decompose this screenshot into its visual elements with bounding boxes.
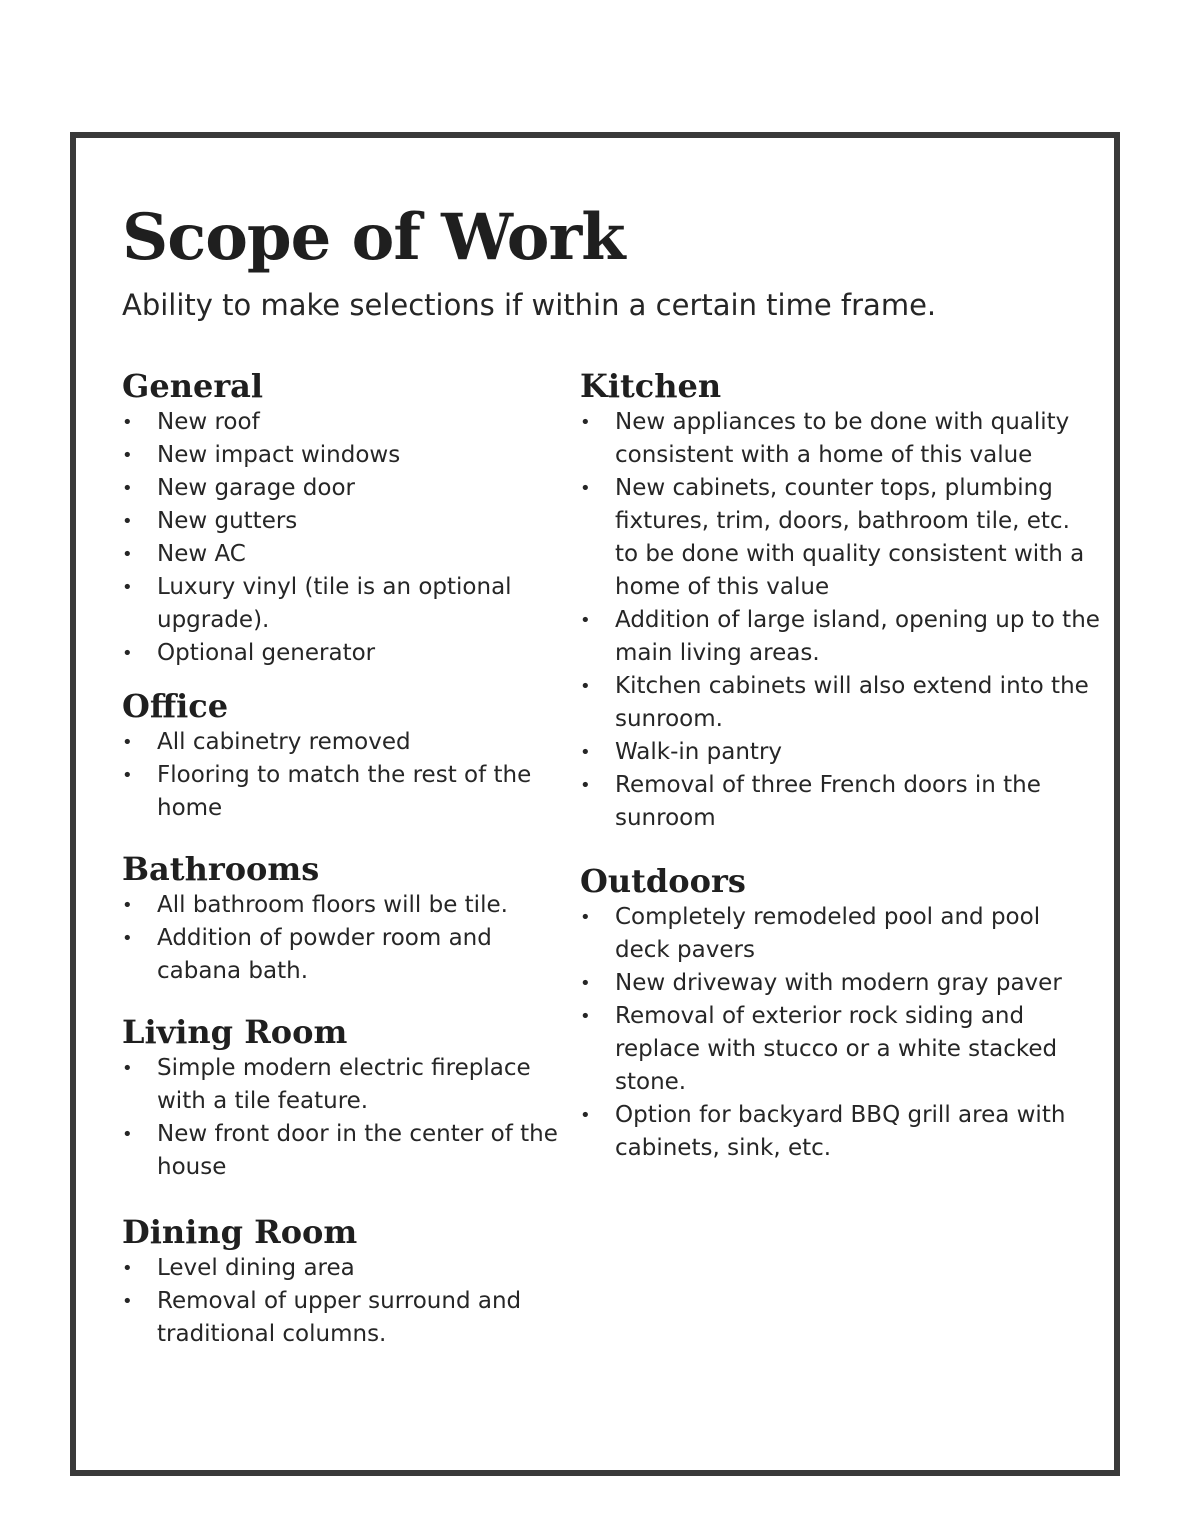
- item-text: New appliances to be done with quality consistent with a home of this value: [615, 409, 1070, 468]
- bullet-icon: •: [122, 544, 133, 565]
- list-item: [122, 637, 562, 670]
- bullet-icon: •: [122, 478, 133, 499]
- bullet-icon: •: [580, 973, 591, 994]
- item-text: New roof: [157, 409, 260, 435]
- list-item: [580, 670, 1100, 736]
- bullet-icon: •: [122, 1258, 133, 1279]
- list-item: [122, 889, 562, 922]
- item-text: Optional generator: [157, 640, 376, 666]
- bullet-icon: •: [122, 445, 133, 466]
- item-text: New front door in the center of the house: [157, 1121, 558, 1180]
- item-text: All bathroom floors will be tile.: [157, 892, 508, 918]
- bullet-icon: •: [122, 895, 133, 916]
- bullet-icon: •: [580, 478, 591, 499]
- section-heading: Living Room: [122, 1013, 348, 1051]
- bullet-icon: •: [122, 765, 133, 786]
- item-list: [580, 901, 1100, 1165]
- item-list: [122, 1052, 562, 1184]
- item-text: New impact windows: [157, 442, 401, 468]
- item-text: Addition of large island, opening up to the main living areas.: [615, 607, 1100, 666]
- item-text: All cabinetry removed: [157, 729, 411, 755]
- section-heading: Dining Room: [122, 1213, 358, 1251]
- list-item: [580, 604, 1100, 670]
- bullet-icon: •: [580, 412, 591, 433]
- item-list: [122, 889, 562, 988]
- item-text: New driveway with modern gray paver: [615, 970, 1062, 996]
- item-text: New cabinets, counter tops, plumbing fixtures, trim, doors, bathroom tile, etc. to be done with quality consistent with a home of this value: [615, 475, 1085, 600]
- bullet-icon: •: [580, 1105, 591, 1126]
- left-column: [122, 366, 562, 1365]
- bullet-icon: •: [580, 907, 591, 928]
- list-item: [580, 406, 1100, 472]
- section-general: [122, 366, 562, 670]
- list-item: [122, 538, 562, 571]
- list-item: [580, 901, 1100, 967]
- item-text: Flooring to match the rest of the home: [157, 762, 532, 821]
- section-office: [122, 686, 562, 825]
- list-item: [122, 726, 562, 759]
- list-item: [122, 439, 562, 472]
- list-item: [122, 1052, 562, 1118]
- bullet-icon: •: [122, 928, 133, 949]
- section-living-room: [122, 1012, 562, 1184]
- list-item: [122, 1252, 562, 1285]
- item-list: [122, 726, 562, 825]
- section-heading: Office: [122, 687, 229, 725]
- section-kitchen: [580, 366, 1100, 835]
- right-column: [580, 366, 1100, 1179]
- section-heading: Bathrooms: [122, 850, 320, 888]
- bullet-icon: •: [122, 732, 133, 753]
- section-dining-room: [122, 1212, 562, 1351]
- item-list: [122, 1252, 562, 1351]
- section-heading: Kitchen: [580, 367, 722, 405]
- list-item: [122, 1118, 562, 1184]
- bullet-icon: •: [122, 643, 133, 664]
- section-outdoors: [580, 861, 1100, 1165]
- list-item: [580, 1099, 1100, 1165]
- bullet-icon: •: [580, 676, 591, 697]
- list-item: [122, 922, 562, 988]
- list-item: [122, 759, 562, 825]
- item-text: Level dining area: [157, 1255, 355, 1281]
- bullet-icon: •: [122, 1058, 133, 1079]
- list-item: [122, 505, 562, 538]
- item-list: [580, 406, 1100, 835]
- item-text: New gutters: [157, 508, 298, 534]
- list-item: [580, 736, 1100, 769]
- list-item: [122, 571, 562, 637]
- item-text: New AC: [157, 541, 246, 567]
- list-item: [122, 472, 562, 505]
- item-text: Simple modern electric fireplace with a tile feature.: [157, 1055, 531, 1114]
- list-item: [580, 1000, 1100, 1099]
- list-item: [580, 769, 1100, 835]
- item-text: Completely remodeled pool and pool deck pavers: [615, 904, 1041, 963]
- item-text: Luxury vinyl (tile is an optional upgrade).: [157, 574, 512, 633]
- list-item: [122, 1285, 562, 1351]
- list-item: [580, 472, 1100, 604]
- list-item: [580, 967, 1100, 1000]
- section-bathrooms: [122, 849, 562, 988]
- bullet-icon: •: [122, 1124, 133, 1145]
- item-text: Option for backyard BBQ grill area with cabinets, sink, etc.: [615, 1102, 1066, 1161]
- bullet-icon: •: [580, 775, 591, 796]
- item-text: Kitchen cabinets will also extend into the sunroom.: [615, 673, 1089, 732]
- bullet-icon: •: [122, 412, 133, 433]
- item-text: Addition of powder room and cabana bath.: [157, 925, 492, 984]
- item-text: Removal of upper surround and traditional columns.: [157, 1288, 522, 1347]
- item-text: Walk-in pantry: [615, 739, 783, 765]
- item-text: Removal of exterior rock siding and replace with stucco or a white stacked stone.: [615, 1003, 1058, 1095]
- item-list: [122, 406, 562, 670]
- list-item: [122, 406, 562, 439]
- section-heading: General: [122, 367, 264, 405]
- bullet-icon: •: [122, 577, 133, 598]
- bullet-icon: •: [580, 610, 591, 631]
- item-text: New garage door: [157, 475, 355, 501]
- page-title: Scope of Work: [122, 200, 625, 275]
- page-subtitle: Ability to make selections if within a certain time frame.: [122, 288, 937, 322]
- bullet-icon: •: [580, 1006, 591, 1027]
- item-text: Removal of three French doors in the sunroom: [615, 772, 1041, 831]
- bullet-icon: •: [122, 511, 133, 532]
- bullet-icon: •: [122, 1291, 133, 1312]
- section-heading: Outdoors: [580, 862, 746, 900]
- bullet-icon: •: [580, 742, 591, 763]
